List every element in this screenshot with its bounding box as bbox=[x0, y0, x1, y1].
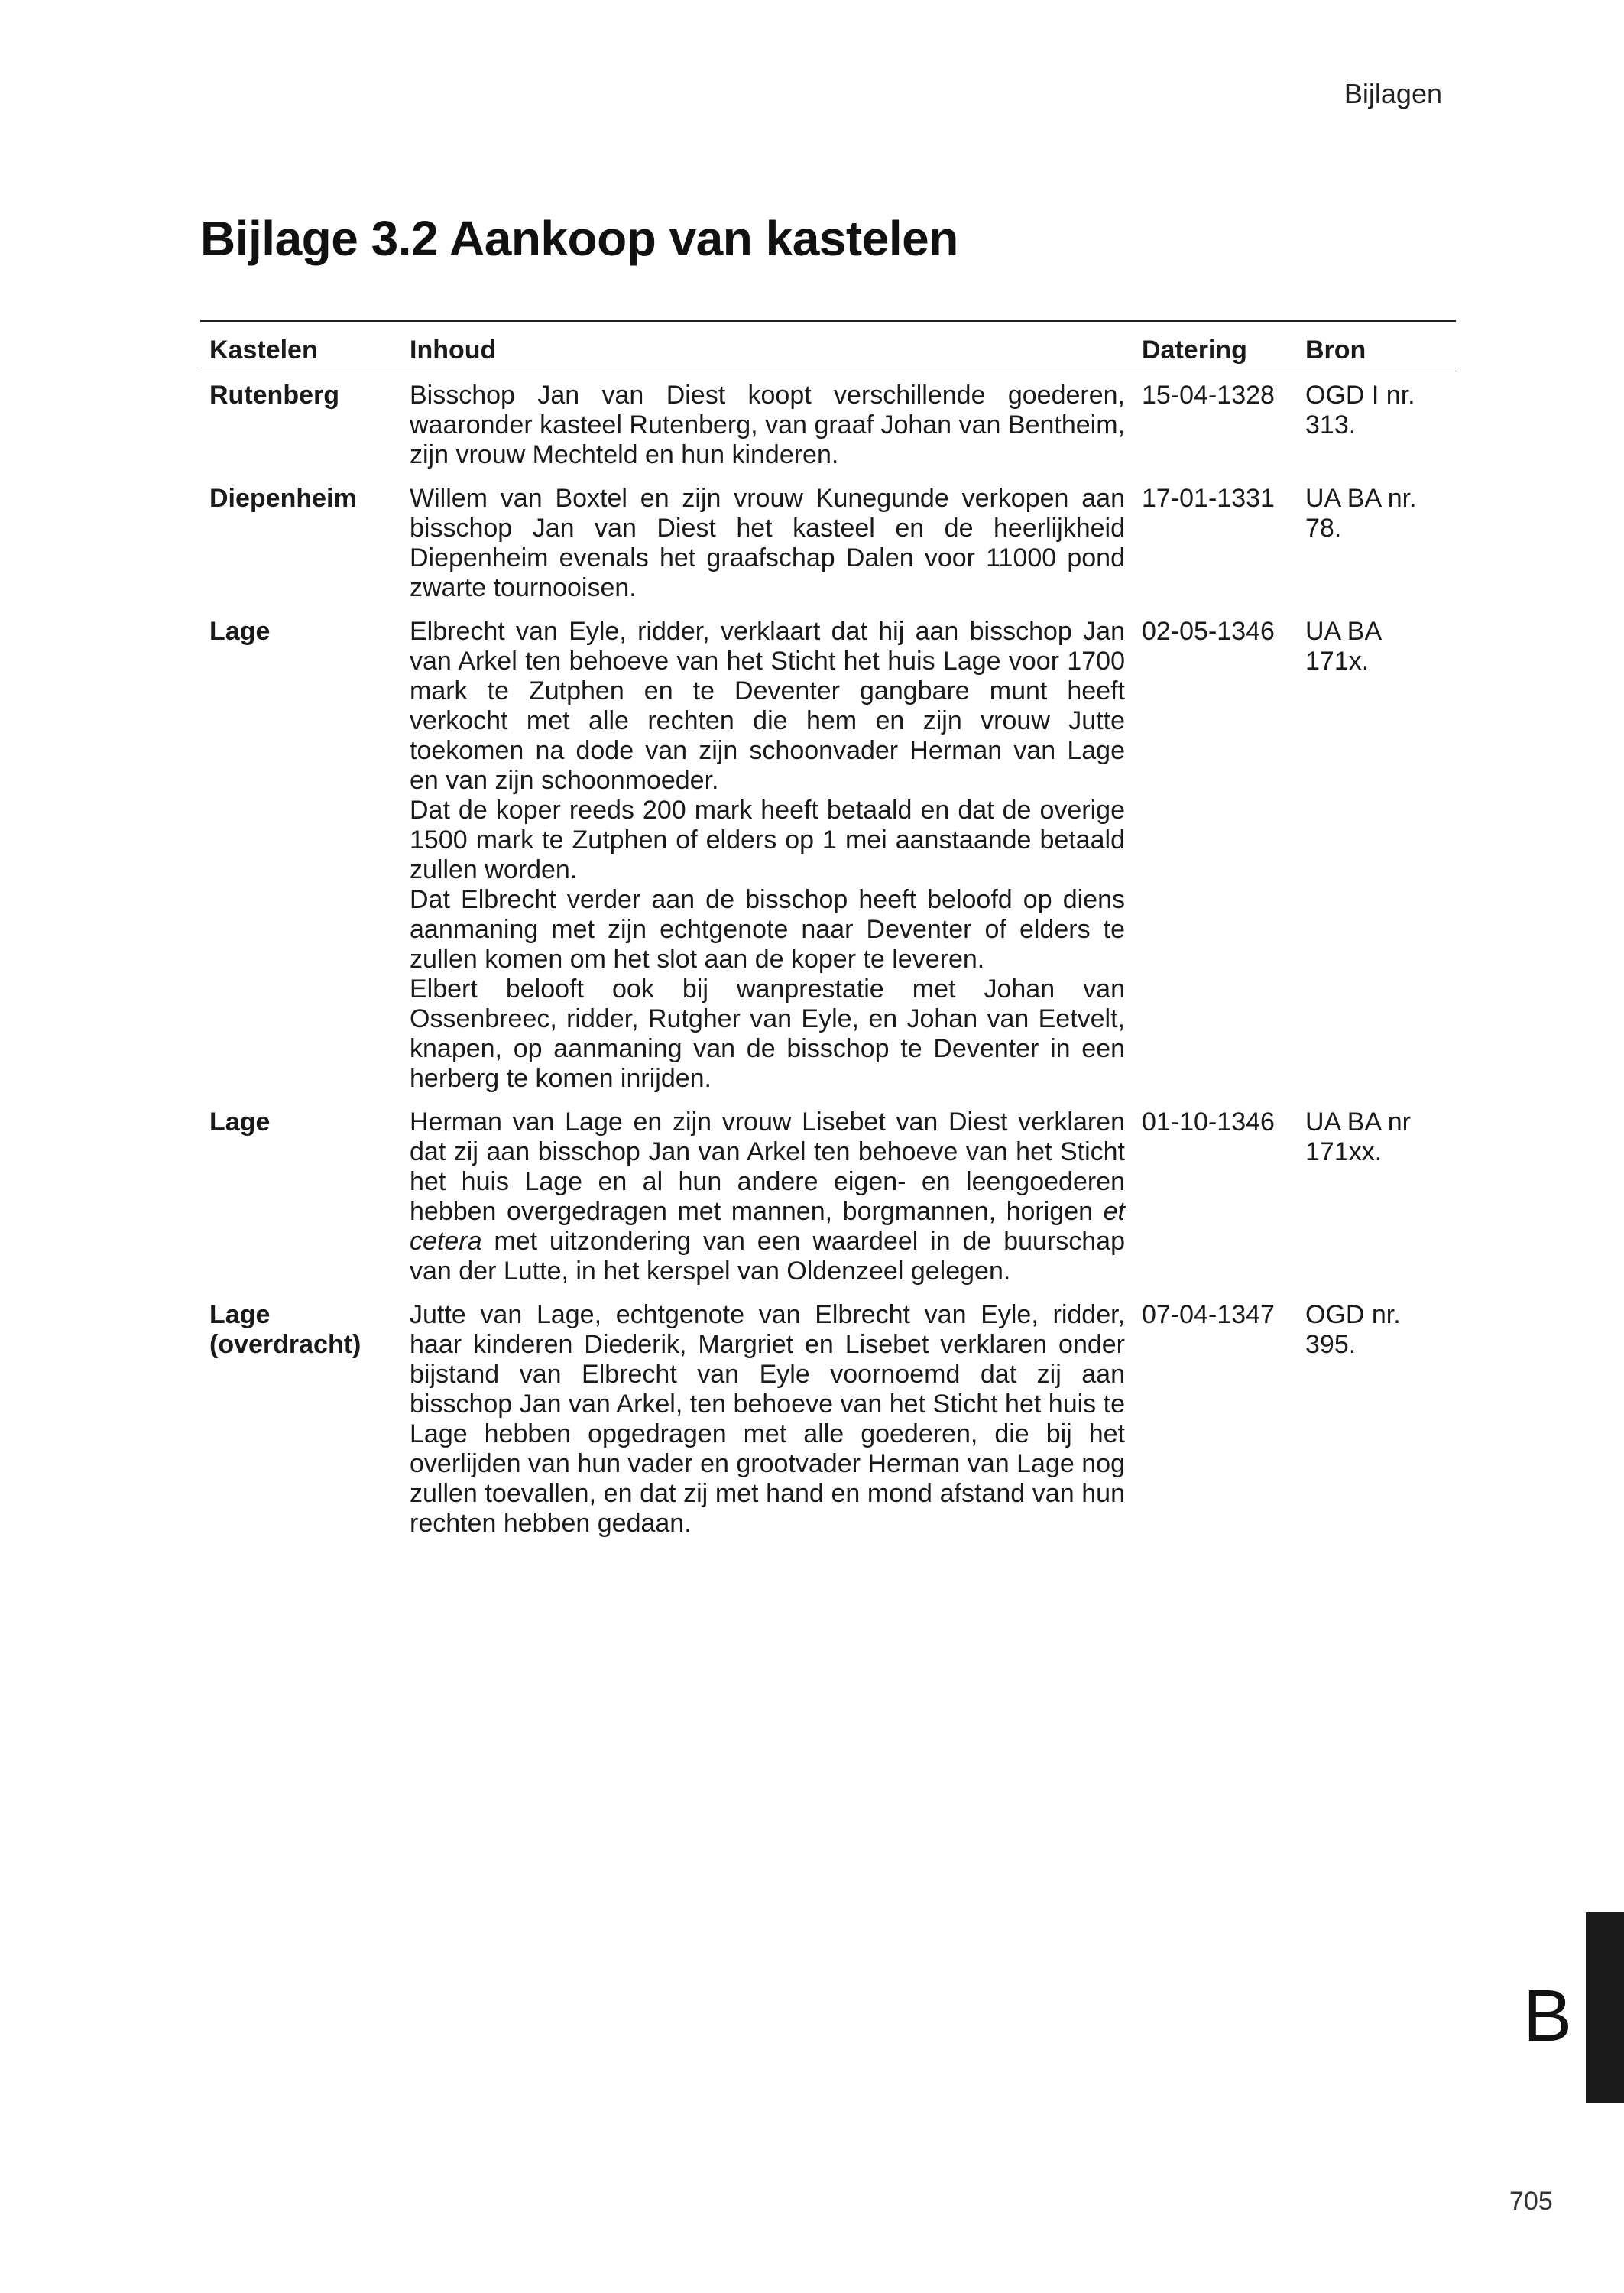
cell-inhoud bbox=[400, 470, 1133, 603]
table-row bbox=[200, 368, 1456, 471]
cell-kastel: Lage bbox=[209, 617, 271, 646]
cell-kastel: Lage bbox=[209, 1108, 271, 1137]
cell-datering: 17-01-1331 bbox=[1142, 484, 1275, 513]
table-row bbox=[200, 603, 1456, 1094]
cell-bron: OGD nr. 395. bbox=[1305, 1300, 1401, 1359]
inhoud-paragraph: Jutte van Lage, echtgenote van Elbrecht van Eyle, ridder, haar kinderen Diederik, Margriet en Lisebet verklaren onder bijstand van Elbrecht van Eyle voornoemd dat zij aan bisschop Jan van Arkel, ten behoeve van het Sticht het huis te Lage hebben opgedragen met alle goederen, die bij het overlijden van hun vader en grootvader Herman van Lage nog zullen toevallen, en dat zij met hand en mond afstand van hun rechten hebben gedaan. bbox=[410, 1300, 1125, 1538]
kastel-qualifier: (overdracht) bbox=[209, 1330, 361, 1359]
inhoud-paragraph: Elbrecht van Eyle, ridder, verklaart dat hij aan bisschop Jan van Arkel ten behoeve van het Sticht het huis Lage voor 1700 mark te Zutphen en te Deventer gangbare munt heeft verkocht met alle rechten die hem en zijn vrouw Jutte toekomen na dode van zijn schoonvader Herman van Lage en van zijn schoonmoeder. bbox=[410, 617, 1125, 795]
header-inhoud: Inhoud bbox=[410, 336, 497, 365]
cell-datering: 01-10-1346 bbox=[1142, 1108, 1275, 1137]
castles-table-container bbox=[200, 320, 1456, 1539]
cell-bron: UA BA 171x. bbox=[1305, 617, 1381, 676]
kastel-name: Lage bbox=[209, 1300, 271, 1329]
inhoud-paragraph: Elbert belooft ook bij wanprestatie met Johan van Ossenbreec, ridder, Rutgher van Eyle, en Johan van Eetvelt, knapen, op aanmaning van de bisschop te Deventer in een herberg te komen inrijden. bbox=[410, 975, 1125, 1093]
cell-datering: 02-05-1346 bbox=[1142, 617, 1275, 646]
header-kastelen: Kastelen bbox=[209, 336, 318, 365]
table-row bbox=[200, 470, 1456, 603]
table-row bbox=[200, 1286, 1456, 1539]
inhoud-emphasis: et cetera bbox=[410, 1197, 1125, 1256]
inhoud-paragraph: Willem van Boxtel en zijn vrouw Kunegunde verkopen aan bisschop Jan van Diest het kasteel en de heerlijkheid Diepenheim evenals het graafschap Dalen voor 11000 pond zwarte tournooisen. bbox=[410, 484, 1125, 602]
inhoud-paragraph bbox=[410, 1108, 1125, 1286]
inhoud-paragraph: Dat de koper reeds 200 mark heeft betaald en dat de overige 1500 mark te Zutphen of elders op 1 mei aanstaande betaald zullen worden. bbox=[410, 796, 1125, 884]
cell-datering: 15-04-1328 bbox=[1142, 381, 1275, 410]
header-bron: Bron bbox=[1305, 336, 1366, 365]
cell-inhoud bbox=[400, 1286, 1133, 1539]
cell-datering: 07-04-1347 bbox=[1142, 1300, 1275, 1329]
cell-inhoud bbox=[400, 368, 1133, 471]
running-header: Bijlagen bbox=[1344, 78, 1442, 109]
inhoud-text: Herman van Lage en zijn vrouw Lisebet van Diest verklaren dat zij aan bisschop Jan van Arkel ten behoeve van het Sticht het huis Lage en al hun andere eigen- en leengoederen hebben overgedragen met mannen, borgmannen, horigen bbox=[410, 1108, 1125, 1226]
inhoud-text: met uitzondering van een waardeel in de buurschap van der Lutte, in het kerspel van Oldenzeel gelegen. bbox=[410, 1227, 1125, 1286]
table-row bbox=[200, 1094, 1456, 1286]
table-header-row bbox=[200, 321, 1456, 368]
cell-kastel bbox=[200, 1286, 400, 1539]
inhoud-paragraph: Dat Elbrecht verder aan de bisschop heeft beloofd op diens aanmaning met zijn echtgenote naar Deventer of elders te zullen komen om het slot aan de koper te leveren. bbox=[410, 885, 1125, 974]
header-datering: Datering bbox=[1142, 336, 1247, 365]
section-tab-marker bbox=[1586, 1912, 1624, 2103]
section-letter: B bbox=[1523, 1975, 1573, 2057]
cell-bron: UA BA nr. 78. bbox=[1305, 484, 1417, 543]
page-number: 705 bbox=[1509, 2187, 1553, 2216]
castles-table bbox=[200, 320, 1456, 1539]
cell-kastel: Rutenberg bbox=[209, 381, 339, 410]
page-title: Bijlage 3.2 Aankoop van kastelen bbox=[200, 211, 958, 266]
cell-inhoud bbox=[400, 1094, 1133, 1286]
cell-inhoud bbox=[400, 603, 1133, 1094]
cell-bron: UA BA nr 171xx. bbox=[1305, 1108, 1411, 1166]
inhoud-paragraph: Bisschop Jan van Diest koopt verschillende goederen, waaronder kasteel Rutenberg, van graaf Johan van Bentheim, zijn vrouw Mechteld en hun kinderen. bbox=[410, 381, 1125, 469]
cell-bron: OGD I nr. 313. bbox=[1305, 381, 1415, 439]
cell-kastel: Diepenheim bbox=[209, 484, 357, 513]
